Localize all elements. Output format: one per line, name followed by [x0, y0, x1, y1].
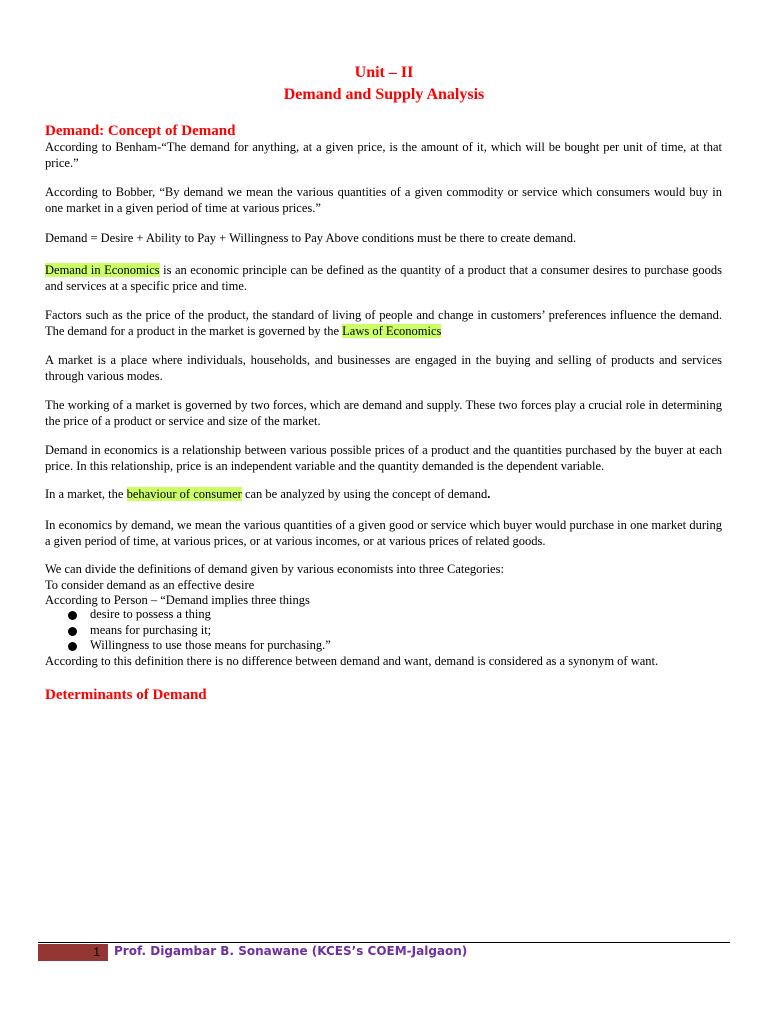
paragraph-factors: [45, 308, 722, 339]
paragraph-period: .: [487, 487, 491, 501]
paragraph-working: The working of a market is governed by two forces, which are demand and supply. These two forces play a crucial role in determining the price of a product or service and size of the market.: [45, 398, 722, 428]
bullet-icon: [68, 611, 77, 620]
paragraph-text: In a market, the: [45, 487, 127, 501]
paragraph-behaviour: [45, 487, 722, 503]
list-item: [45, 638, 331, 654]
paragraph-by-demand: In economics by demand, we mean the various quantities of a given good or service which buyer would purchase in one market during a given period of time, at various prices, or at various incomes, or at various prices of related goods.: [45, 518, 722, 548]
highlight-demand-in-economics: Demand in Economics: [45, 263, 160, 277]
unit-title: Unit – II: [354, 64, 414, 81]
list-item-text: desire to possess a thing: [90, 607, 211, 621]
paragraph-formula: Demand = Desire + Ability to Pay + Willingness to Pay Above conditions must be there to create demand.: [45, 231, 577, 245]
paragraph-text: Factors such as the price of the product, the standard of living of people and change in customers’ preferences influence the demand. The demand for a product in the market is governed by the: [45, 308, 722, 338]
footer-author: Prof. Digambar B. Sonawane (KCES’s COEM-Jalgaon): [114, 944, 468, 958]
document-title: Demand and Supply Analysis: [283, 86, 485, 103]
list-item-text: means for purchasing it;: [90, 622, 212, 637]
page-number-box: [38, 944, 108, 961]
paragraph-divide: [45, 562, 722, 609]
section-heading-concept: Demand: Concept of Demand: [45, 123, 236, 139]
bullet-icon: [68, 627, 77, 636]
paragraph-line: To consider demand as an effective desire: [45, 577, 255, 592]
list-item-text: Willingness to use those means for purchasing.”: [90, 638, 331, 652]
paragraph-synonym: According to this definition there is no difference between demand and want, demand is considered as a synonym of want.: [45, 654, 659, 668]
bullet-icon: [68, 642, 77, 651]
paragraph-relationship: Demand in economics is a relationship between various possible prices of a product and the quantities purchased by the buyer at each price. In this relationship, price is an independent variable and the quantity demanded is the dependent variable.: [45, 443, 722, 473]
list-item: [45, 623, 331, 639]
page-number: 1: [93, 945, 100, 959]
list-item: [45, 607, 331, 623]
section-heading-determinants: Determinants of Demand: [45, 687, 207, 703]
paragraph-text: is an economic principle can be defined as the quantity of a product that a consumer desires to purchase goods and services at a specific price and time.: [45, 263, 722, 293]
paragraph-demand-in-economics: [45, 263, 722, 294]
paragraph-line: We can divide the definitions of demand given by various economists into three Categories:: [45, 562, 504, 576]
highlight-behaviour-of-consumer: behaviour of consumer: [126, 487, 242, 501]
bullet-list: [45, 607, 331, 654]
paragraph-text: can be analyzed by using the concept of demand: [241, 487, 488, 501]
paragraph-line: According to Person – “Demand implies three things: [45, 593, 310, 607]
paragraph-bobber: According to Bobber, “By demand we mean the various quantities of a given commodity or service which consumers would buy in one market in a given period of time at various prices.”: [45, 185, 722, 215]
highlight-laws-of-economics: Laws of Economics: [342, 323, 442, 338]
footer-divider: [38, 942, 730, 943]
paragraph-market: A market is a place where individuals, households, and businesses are engaged in the buying and selling of products and services through various modes.: [45, 353, 722, 383]
paragraph-benham: According to Benham-“The demand for anything, at a given price, is the amount of it, which will be bought per unit of time, at that price.”: [45, 140, 722, 170]
